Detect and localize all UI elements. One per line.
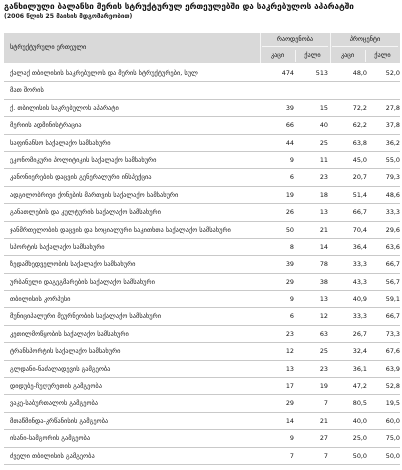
percent-female: 52,8 [385, 382, 400, 391]
percent-female: 63,9 [385, 364, 400, 373]
count-male: 7 [289, 451, 294, 460]
table-header [4, 33, 400, 63]
count-male: 474 [281, 69, 294, 77]
count-female: 13 [319, 208, 328, 217]
percent-female: 50,0 [385, 451, 400, 460]
percent-male: 63,8 [352, 138, 367, 147]
percent-male: 80,5 [352, 399, 367, 408]
count-male: 14 [285, 416, 294, 425]
percent-female: 55,0 [385, 155, 400, 164]
row-name: გლდანი-ნაძალადევის გამგეობა [10, 364, 111, 373]
table-row [4, 291, 400, 308]
table-row [4, 204, 400, 221]
percent-male: 72,2 [352, 103, 367, 112]
table-row [4, 169, 400, 186]
row-name: დიდუბე-ჩუღურეთის გამგეობა [10, 382, 102, 391]
count-male: 26 [285, 208, 294, 217]
header-count-female: ქალი [304, 52, 321, 59]
count-male: 17 [285, 382, 294, 391]
count-female: 38 [319, 277, 328, 286]
count-female: 78 [319, 260, 328, 269]
table-row [4, 413, 400, 430]
percent-female: 48,6 [385, 190, 400, 199]
table-row [4, 135, 400, 152]
table-row [4, 239, 400, 256]
count-female: 7 [323, 451, 328, 460]
table-row [4, 152, 400, 169]
count-male: 8 [289, 242, 294, 251]
count-male: 9 [289, 155, 294, 164]
count-female: 23 [319, 364, 328, 373]
count-female: 27 [319, 434, 328, 443]
table-row [4, 430, 400, 447]
row-name: კანონიერების დაცვის გენერალური ინსპექცია [10, 173, 152, 182]
row-name: კეთილმოწყობის საქალაქო სამსახური [10, 329, 129, 338]
percent-female: 73,3 [385, 329, 400, 338]
percent-female: 60,0 [385, 416, 400, 425]
percent-male: 33,3 [352, 260, 367, 269]
count-female: 513 [315, 69, 328, 77]
header-percent-female: ქალი [374, 52, 391, 59]
count-male: 39 [285, 260, 294, 269]
percent-male: 48,0 [352, 69, 367, 77]
percent-male: 25,0 [352, 434, 367, 443]
count-male: 6 [289, 312, 294, 321]
percent-female: 63,6 [385, 242, 400, 251]
table-row [4, 361, 400, 378]
table-row [4, 343, 400, 360]
count-male: 23 [285, 329, 294, 338]
row-name: ჯანმრთელობის დაცვის და სოციალური საკითხთა საქალაქო სამსახური [10, 225, 231, 234]
row-name: მათ შორის [10, 86, 44, 95]
count-male: 66 [285, 121, 294, 130]
percent-female: 36,2 [385, 138, 400, 147]
percent-female: 29,6 [385, 225, 400, 234]
percent-female: 56,7 [385, 277, 400, 286]
count-male: 39 [285, 103, 294, 112]
row-name: ეკონომიკური პოლიტიკის საქალაქო სამსახური [10, 155, 157, 164]
percent-female: 52,0 [385, 69, 400, 77]
count-male: 9 [289, 434, 294, 443]
table-row [4, 378, 400, 395]
percent-male: 50,0 [352, 451, 367, 460]
table-row [4, 65, 400, 82]
table-row [4, 222, 400, 239]
percent-male: 51,4 [352, 190, 367, 199]
count-female: 13 [319, 295, 328, 304]
row-name: სპორტის საქალაქო სამსახური [10, 242, 105, 251]
table-row [4, 256, 400, 273]
table-row [4, 448, 400, 465]
row-name: მთაწმინდა-კრწანისის გამგეობა [10, 416, 109, 425]
percent-male: 43,3 [352, 277, 367, 286]
header-divider [262, 46, 328, 47]
row-name: მერიის ადმინისტრაცია [10, 121, 82, 130]
percent-female: 19,5 [385, 399, 400, 408]
percent-female: 27,8 [385, 103, 400, 112]
percent-female: 66,7 [385, 260, 400, 269]
count-female: 15 [319, 103, 328, 112]
row-name: ისანი-სამგორის გამგეობა [10, 434, 91, 443]
row-name: ტრანსპორტის საქალაქო სამსახური [10, 347, 121, 356]
row-name: საფინანსო საქალაქო სამსახური [10, 138, 111, 147]
count-female: 40 [319, 121, 328, 130]
count-male: 44 [285, 138, 294, 147]
percent-female: 79,3 [385, 173, 400, 182]
row-name: ძველი თბილისის გამგეობა [10, 451, 95, 460]
row-name: თბილისის კორპუსი [10, 295, 71, 304]
row-name: ქ. თბილისის საკრებულოს აპარატი [10, 103, 119, 112]
count-male: 9 [289, 295, 294, 304]
count-male: 29 [285, 277, 294, 286]
count-female: 25 [319, 138, 328, 147]
count-female: 14 [319, 242, 328, 251]
count-female: 19 [319, 382, 328, 391]
count-female: 12 [319, 312, 328, 321]
header-group-percent: პროცენტი [349, 36, 381, 43]
percent-male: 26,7 [352, 329, 367, 338]
header-group-count: რაოდენობა [276, 36, 314, 43]
percent-male: 66,7 [352, 208, 367, 217]
count-male: 19 [285, 190, 294, 199]
percent-male: 70,4 [352, 225, 367, 234]
count-male: 50 [285, 225, 294, 234]
table-row [4, 274, 400, 291]
count-male: 13 [285, 364, 294, 373]
percent-male: 45,0 [352, 155, 367, 164]
percent-male: 40,0 [352, 416, 367, 425]
percent-female: 66,7 [385, 312, 400, 321]
table-row [4, 82, 400, 99]
percent-female: 33,3 [385, 208, 400, 217]
percent-male: 62,2 [352, 121, 367, 130]
percent-male: 20,7 [352, 173, 367, 182]
count-female: 11 [319, 155, 328, 164]
percent-male: 36,1 [352, 364, 367, 373]
header-name-column: სტრუქტურული ერთეული [10, 44, 87, 51]
row-name: ზედამხედველობის საქალაქო სამსახური [10, 260, 136, 269]
percent-female: 75,0 [385, 434, 400, 443]
count-female: 25 [319, 347, 328, 356]
count-male: 6 [289, 173, 294, 182]
count-male: 29 [285, 399, 294, 408]
count-female: 21 [319, 416, 328, 425]
table-row [4, 187, 400, 204]
percent-male: 32,4 [352, 347, 367, 356]
row-name: განათლების და კულტურის საქალაქო სამსახური [10, 208, 161, 217]
percent-male: 40,9 [352, 295, 367, 304]
page-title: განხილული ბალანსი მერის სტრუქტურულ ერთეულებში და საკრებულოს აპარატში [4, 1, 354, 11]
percent-female: 67,6 [385, 347, 400, 356]
header-divider [332, 46, 398, 47]
table-row [4, 117, 400, 134]
row-name: ქალაქ თბილისის საკრებულოს და მერის სტრუქტურები, სულ [10, 69, 198, 77]
percent-female: 37,8 [385, 121, 400, 130]
table-row [4, 100, 400, 117]
percent-male: 36,4 [352, 242, 367, 251]
table-row [4, 308, 400, 325]
percent-female: 59,1 [385, 295, 400, 304]
count-female: 18 [319, 190, 328, 199]
count-female: 23 [319, 173, 328, 182]
table-row [4, 395, 400, 412]
row-name: ვაკე-საბურთალოს გამგეობა [10, 399, 99, 408]
percent-male: 33,3 [352, 312, 367, 321]
row-name: მუნიციპალური მეურნეობის საქალაქო სამსახური [10, 312, 162, 321]
row-name: ურბანული დაგეგმარების საქალაქო სამსახური [10, 277, 155, 286]
count-male: 12 [285, 347, 294, 356]
table-row [4, 326, 400, 343]
percent-male: 47,2 [352, 382, 367, 391]
table-body [4, 65, 400, 465]
count-female: 7 [323, 399, 328, 408]
row-name: ადგილობრივი ქონების მართვის საქალაქო სამსახური [10, 190, 179, 199]
header-percent-male: კაცი [340, 52, 355, 59]
header-count-male: კაცი [270, 52, 285, 59]
count-female: 63 [319, 329, 328, 338]
page-subtitle: (2006 წლის 25 მაისის მდგომარეობით) [4, 13, 133, 20]
count-female: 21 [319, 225, 328, 234]
